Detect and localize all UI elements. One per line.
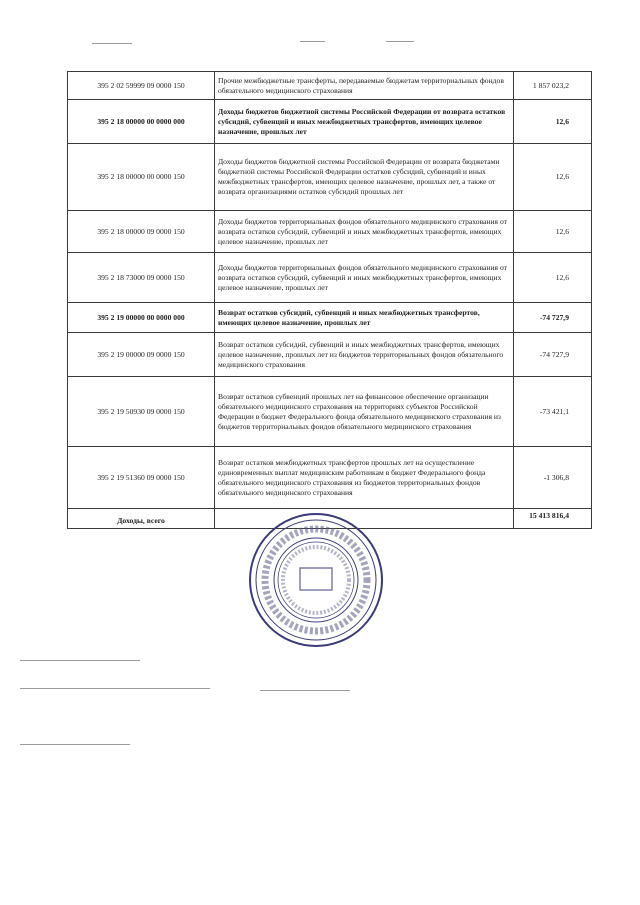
row-name: Доходы бюджетов территориальных фондов обязательного медицинского страхования от возврата остатков субсидий, субвенций и иных межбюджетных трансфертов, имеющих целевое назначение, прошлых лет — [215, 211, 514, 253]
total-label: Доходы, всего — [68, 509, 215, 529]
table-row — [68, 333, 592, 377]
row-amount: 12,6 — [514, 253, 592, 303]
row-name: Возврат остатков субсидий, субвенций и иных межбюджетных трансфертов, имеющих целевое назначение, прошлых лет — [215, 303, 514, 333]
table-row — [68, 72, 592, 100]
row-amount: 12,6 — [514, 211, 592, 253]
table-row — [68, 377, 592, 447]
row-name: Возврат остатков межбюджетных трансфертов прошлых лет на осуществление единовременных выплат медицинским работникам в бюджет Федерального фонда обязательного медицинского страхования из бюджетов территориальных фондов обязательного медицинского страхования — [215, 447, 514, 509]
table-row — [68, 303, 592, 333]
row-code: 395 2 02 59999 09 0000 150 — [68, 72, 215, 100]
scan-artifact — [386, 41, 414, 42]
row-code: 395 2 19 00000 00 0000 000 — [68, 303, 215, 333]
row-code: 395 2 18 00000 00 0000 000 — [68, 100, 215, 144]
scan-artifact — [20, 688, 210, 689]
scan-artifact — [92, 43, 132, 44]
scan-artifact — [20, 744, 130, 745]
row-amount: -74 727,9 — [514, 303, 592, 333]
budget-revenue-table — [67, 71, 592, 529]
scan-artifact — [300, 41, 325, 42]
row-name: Возврат остатков субсидий, субвенций и иных межбюджетных трансфертов, имеющих целевое назначение, прошлых лет из бюджетов территориальных фондов обязательного медицинского страхования — [215, 333, 514, 377]
scan-artifact — [260, 690, 350, 691]
row-code: 395 2 19 50930 09 0000 150 — [68, 377, 215, 447]
row-code: 395 2 18 00000 09 0000 150 — [68, 211, 215, 253]
table-row — [68, 100, 592, 144]
total-amount: 15 413 816,4 — [514, 509, 592, 529]
row-name: Доходы бюджетов бюджетной системы Российской Федерации от возврата остатков субсидий, субвенций и иных межбюджетных трансфертов, имеющих целевое назначение, прошлых лет — [215, 100, 514, 144]
table-row — [68, 144, 592, 211]
row-name: Доходы бюджетов территориальных фондов обязательного медицинского страхования от возврата остатков субсидий, субвенций и иных межбюджетных трансфертов, имеющих целевое назначение, прошлых лет — [215, 253, 514, 303]
row-amount: -73 421,1 — [514, 377, 592, 447]
row-amount: -1 306,8 — [514, 447, 592, 509]
table-row — [68, 211, 592, 253]
row-name: Прочие межбюджетные трансферты, передаваемые бюджетам территориальных фондов обязательного медицинского страхования — [215, 72, 514, 100]
row-amount: 1 857 023,2 — [514, 72, 592, 100]
row-code: 395 2 18 00000 00 0000 150 — [68, 144, 215, 211]
table-row — [68, 253, 592, 303]
row-amount: -74 727,9 — [514, 333, 592, 377]
official-seal — [246, 510, 386, 650]
row-amount: 12,6 — [514, 144, 592, 211]
scan-artifact — [20, 660, 140, 661]
row-amount: 12,6 — [514, 100, 592, 144]
row-code: 395 2 18 73000 09 0000 150 — [68, 253, 215, 303]
table-row — [68, 447, 592, 509]
row-name: Доходы бюджетов бюджетной системы Российской Федерации от возврата бюджетами бюджетной системы Российской Федерации остатков субсидий, субвенций и иных межбюджетных трансфертов, имеющих целевое назначение, прошлых лет, а также от возврата организациями остатков субсидий прошлых лет — [215, 144, 514, 211]
row-code: 395 2 19 00000 09 0000 150 — [68, 333, 215, 377]
row-name: Возврат остатков субвенций прошлых лет на финансовое обеспечение организации обязательного медицинского страхования на территориях субъектов Российской Федерации в бюджет Федерального фонда обязательного медицинского страхования из бюджетов территориальных фондов обязательного медицинского страхования — [215, 377, 514, 447]
row-code: 395 2 19 51360 09 0000 150 — [68, 447, 215, 509]
